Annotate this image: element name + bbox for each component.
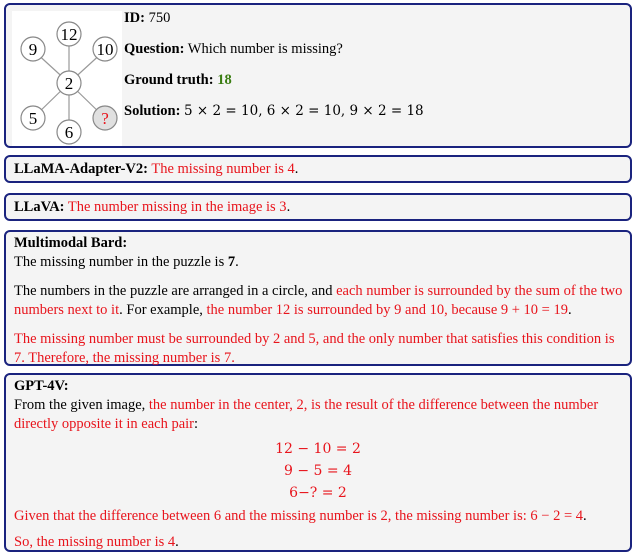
gpt4v-paragraph-2 <box>14 507 624 526</box>
gpt4v-paragraph-1 <box>14 396 624 434</box>
response-llama-adapter <box>4 155 632 183</box>
node-label: 6 <box>64 123 74 142</box>
period: . <box>294 161 299 177</box>
error-text: Given that the difference between 6 and the missing number is 2, the missing number is: 6 − 2 = 4 <box>14 508 583 524</box>
model-name: LLaVA: <box>14 199 65 215</box>
node-label: 12 <box>60 25 78 44</box>
equation: 6−? = 2 <box>289 485 347 501</box>
response-gpt4v <box>4 373 632 552</box>
bard-paragraph-3: The missing number must be surrounded by 2 and 5, and the only number that satisfies this condition is 7. Therefore, the missing number is 7. <box>14 331 615 366</box>
period: . <box>583 508 587 524</box>
id-label: ID: <box>124 10 145 26</box>
missing-marker: ? <box>101 109 109 128</box>
node-center-label: 2 <box>64 74 74 93</box>
colon: : <box>193 416 199 432</box>
model-name-text: GPT-4V: <box>14 378 69 394</box>
question-value: Which number is missing? <box>187 41 343 57</box>
text: . For example, <box>119 302 207 318</box>
gpt4v-paragraph-3 <box>14 533 624 552</box>
ground-truth-value: 18 <box>217 72 232 88</box>
bold-answer: 7 <box>227 254 236 270</box>
response-llava <box>4 193 632 221</box>
error-text: each number is surrounded by the sum of the two numbers next to it <box>14 283 623 318</box>
response-text <box>14 161 298 178</box>
equation: 12 − 10 = 2 <box>275 441 361 457</box>
problem-card <box>4 3 632 148</box>
error-text: So, the missing number is 4 <box>14 534 176 550</box>
period: . <box>567 302 572 318</box>
bard-paragraph-1 <box>14 253 624 272</box>
answer-text: The number missing in the image is 3 <box>67 199 287 215</box>
model-name <box>14 234 624 253</box>
node-label: 5 <box>28 109 38 128</box>
node-label: 10 <box>96 40 114 59</box>
text: The numbers in the puzzle are arranged in a circle, and <box>14 283 337 299</box>
period: . <box>286 199 291 215</box>
error-text: the number 12 is surrounded by 9 and 10, because 9 + 10 = 19 <box>206 302 568 318</box>
solution-label: Solution: <box>124 103 181 119</box>
model-name <box>14 377 624 396</box>
problem-ground-truth <box>124 72 232 89</box>
problem-id <box>124 10 170 27</box>
question-label: Question: <box>124 41 185 57</box>
node-label: 9 <box>28 40 38 59</box>
id-value: 750 <box>148 10 171 26</box>
model-name-text: Multimodal Bard: <box>14 235 128 251</box>
problem-solution <box>124 103 424 120</box>
ground-truth-label: Ground truth: <box>124 72 214 88</box>
solution-value: 5 × 2 = 10, 6 × 2 = 10, 9 × 2 = 18 <box>184 103 424 119</box>
error-text: the number in the center, 2, is the result of the difference between the number directly opposite it in each pair <box>14 397 599 432</box>
answer-text: The missing number is 4 <box>151 161 295 177</box>
bard-paragraph-2 <box>14 282 624 320</box>
model-name: LLaMA-Adapter-V2: <box>14 161 148 177</box>
text: From the given image, <box>14 397 149 413</box>
problem-question <box>124 41 343 58</box>
equation: 9 − 5 = 4 <box>284 463 352 479</box>
response-bard <box>4 230 632 366</box>
text: The missing number in the puzzle is <box>14 254 228 270</box>
response-text <box>14 199 290 216</box>
puzzle-figure <box>12 11 122 146</box>
puzzle-diagram <box>12 11 122 146</box>
period: . <box>235 254 239 270</box>
period: . <box>175 534 179 550</box>
